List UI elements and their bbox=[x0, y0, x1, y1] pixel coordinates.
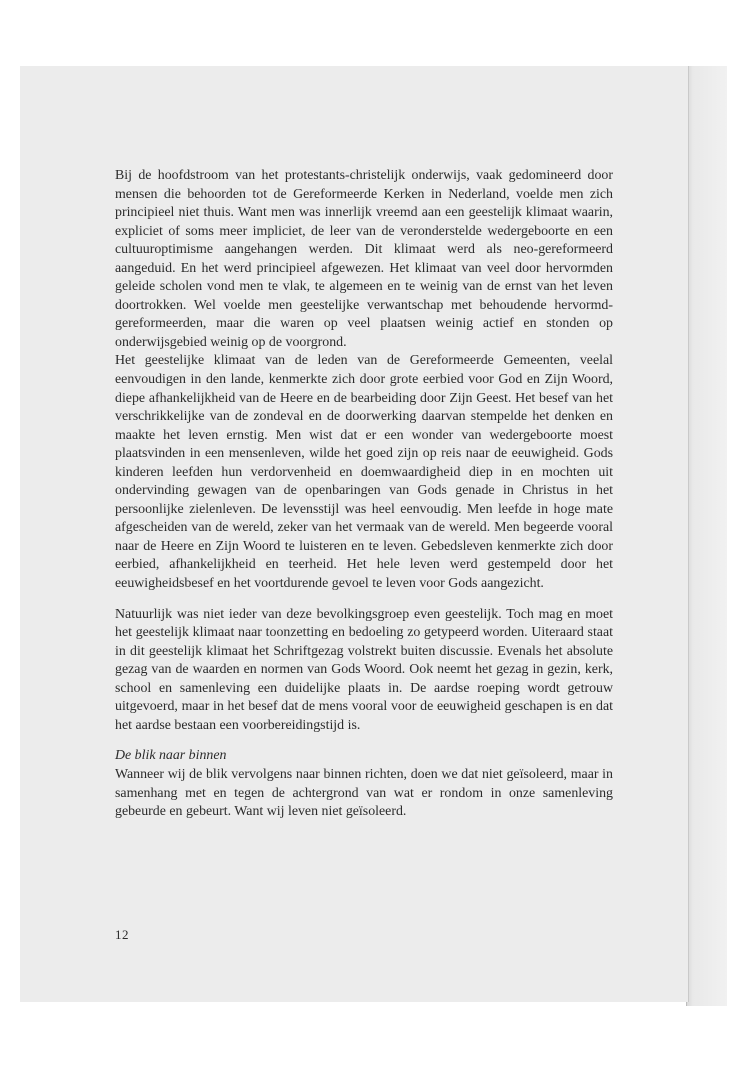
paragraph-3: Natuurlijk was niet ieder van deze bevolkingsgroep even geestelijk. Toch mag en moet het geestelijk klimaat naar toonzetting en bedoeling zo getypeerd worden. Uiteraard staat in dit geestelijk klimaat het Schriftgezag volstrekt buiten discussie. Evenals het absolute gezag van de waarden en normen van Gods Woord. Ook neemt het gezag in gezin, kerk, school en samenleving een duidelijke plaats in. De aardse roeping wordt getrouw uitgevoerd, maar in het besef dat de mens vooral voor de eeuwigheid geschapen is en dat het aardse bestaan een voorbereidingstijd is. bbox=[115, 606, 613, 733]
body-text bbox=[115, 167, 613, 822]
section-heading: De blik naar binnen bbox=[115, 748, 227, 764]
book-page bbox=[20, 66, 688, 1002]
paragraph-2: Het geestelijke klimaat van de leden van de Gereformeerde Gemeenten, veelal eenvoudigen in den lande, kenmerkte zich door grote eerbied voor God en Zijn Woord, diepe afhankelijkheid van de Heere en de bearbeiding door Zijn Geest. Het besef van het verschrikkelijke van de zondeval en de doorwerking daarvan stempelde het denken en maakte het leven ernstig. Men wist dat er een wonder van wedergeboorte moest plaatsvinden in een mensenleven, wilde het goed zijn op reis naar de eeuwigheid. Gods kinderen leefden hun verdorvenheid en doemwaardigheid diep in en mochten uit ondervinding gewagen van de openbaringen van Gods genade in Christus in het persoonlijke zielenleven. De levensstijl was heel eenvoudig. Men leefde in hoge mate afgescheiden van de wereld, zeker van het vermaak van de wereld. Men begeerde vooral naar de Heere en Zijn Woord te luisteren en te leven. Gebedsleven kenmerkte zich door eerbied, afhankelijkheid en teerheid. Het hele leven werd gestempeld door het eeuwigheidsbesef en het voortdurende gevoel te leven voor Gods aangezicht. bbox=[115, 353, 613, 592]
page-number: 12 bbox=[115, 927, 129, 942]
paragraph-4: Wanneer wij de blik vervolgens naar binnen richten, doen we dat niet geïsoleerd, maar in samenhang met en tegen de achtergrond van wat er rondom in onze samenleving gebeurde en gebeurt. Want wij leven niet geïsoleerd. bbox=[115, 766, 613, 820]
book-page-edge bbox=[686, 66, 727, 1006]
paragraph-1: Bij de hoofdstroom van het protestants-christelijk onderwijs, vaak gedomineerd door mensen die behoorden tot de Gereformeerde Kerken in Nederland, voelde men zich principieel niet thuis. Want men was innerlijk vreemd aan een geestelijk klimaat waarin, expliciet of soms meer impliciet, de leer van de veronderstelde wedergeboorte en een cultuuroptimisme aangehangen werden. Dit klimaat werd als neo-gereformeerd aangeduid. En het werd principieel afgewezen. Het klimaat van veel door hervormden geleide scholen vond men te vlak, te algemeen en te weinig van de ernst van het leven doortrokken. Wel voelde men geestelijke verwantschap met behoudende hervormd-gereformeerden, maar die waren op veel plaatsen weinig actief en stonden op onderwijsgebied weinig op de voorgrond. bbox=[115, 168, 613, 350]
